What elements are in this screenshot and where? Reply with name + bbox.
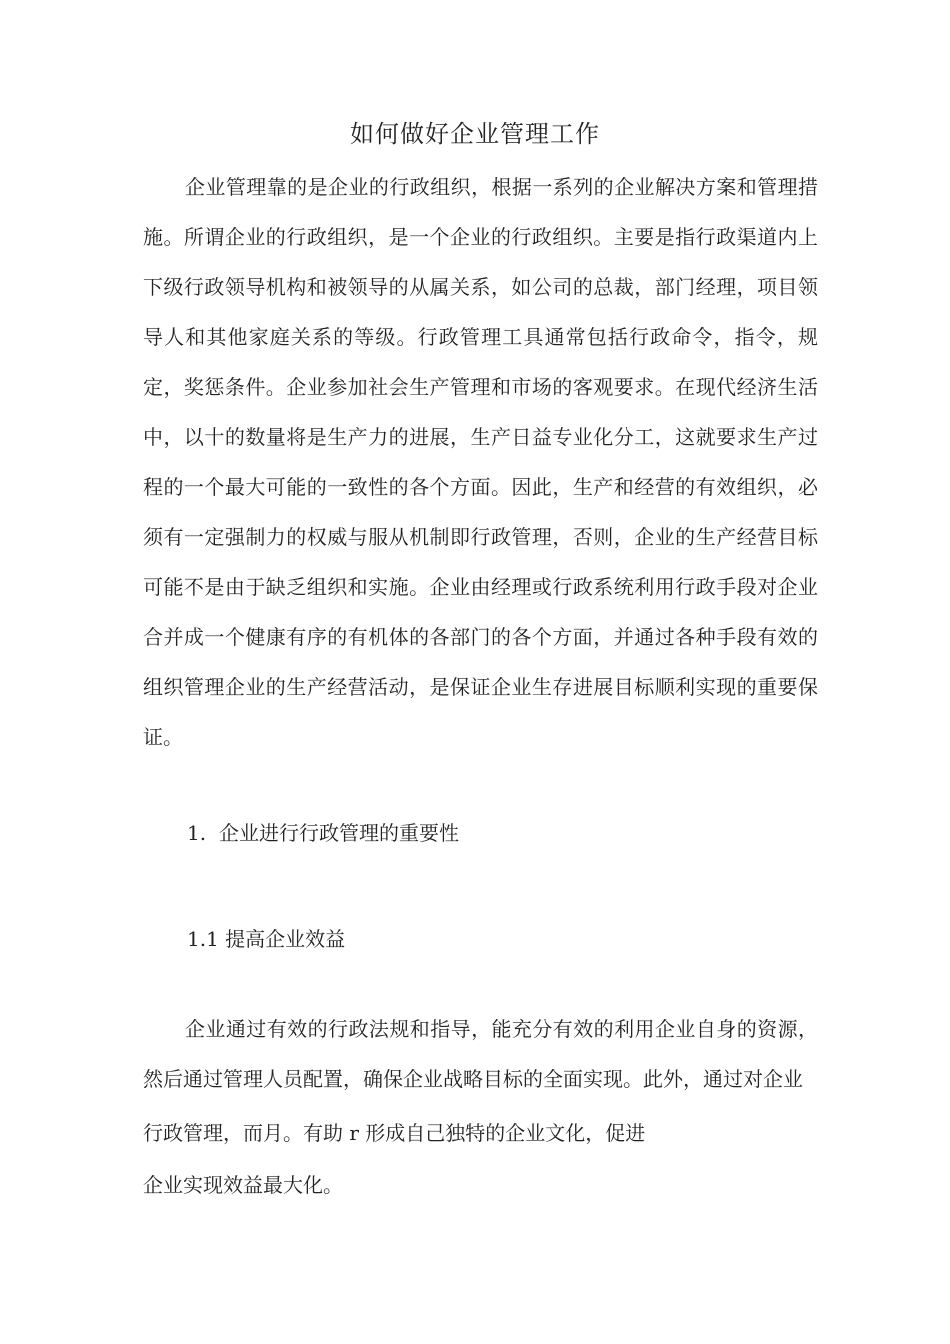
section-number: 1.	[187, 821, 207, 845]
intro-paragraph: 企业管理靠的是企业的行政组织，根据一系列的企业解决方案和管理措施。所谓企业的行政组织，是一个企业的行政组织。主要是指行政渠道内上下级行政领导机构和被领导的从属关系，如公司的总裁，部门经理，项目领导人和其他家庭关系的等级。行政管理工具通常包括行政命令，指令，规定，奖惩条件。企业参加社会生产管理和市场的客观要求。在现代经济生活中，以十的数量将是生产力的进展，生产日益专业化分工，这就要求生产过程的一个最大可能的一致性的各个方面。因此，生产和经营的有效组织，必须有一定强制力的权威与服从机制即行政管理，否则，企业的生产经营目标可能不是由于缺乏组织和实施。企业由经理或行政系统利用行政手段对企业合并成一个健康有序的有机体的各部门的各个方面，并通过各种手段有效的组织管理企业的生产经营活动，是保证企业生存进展目标顺利实现的重要保证。	[143, 175, 818, 749]
benefit-paragraph-line: 行政管理，而月。有助 r 形成自己独特的企业文化，促进	[143, 1121, 646, 1145]
subsection-heading-1-1: 1.1 提高企业效益	[187, 927, 346, 951]
benefit-paragraph-line: 企业实现效益最大化。	[143, 1173, 343, 1197]
benefit-paragraph: 企业通过有效的行政法规和指导，能充分有效的利用企业自身的资源，然后通过管理人员配置，确保企业战略目标的全面实现。此外，通过对企业	[143, 1017, 818, 1091]
section-title: 企业进行行政管理的重要性	[219, 821, 459, 845]
section-heading-1	[187, 818, 459, 848]
page-title: 如何做好企业管理工作	[350, 120, 600, 148]
